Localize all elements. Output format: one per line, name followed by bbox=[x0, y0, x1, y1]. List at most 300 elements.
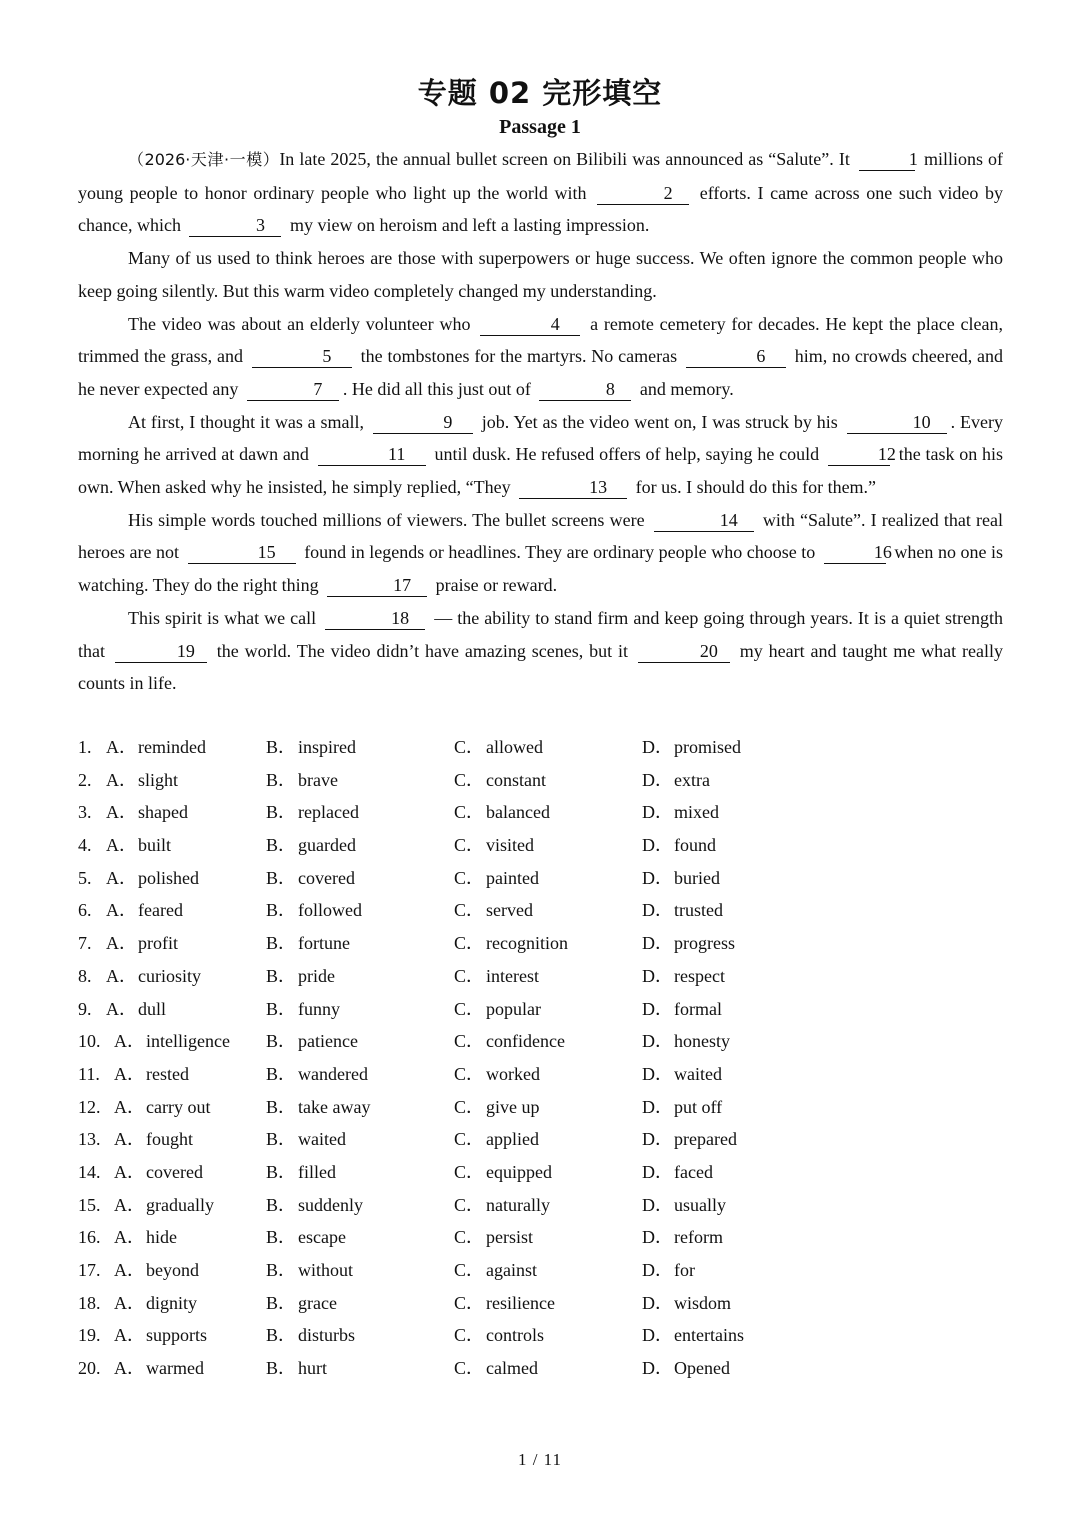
option-text: followed bbox=[298, 900, 362, 921]
option-text: found bbox=[674, 835, 716, 856]
option-a[interactable] bbox=[106, 796, 188, 829]
text: until dusk. He refused offers of help, saying he could bbox=[434, 444, 820, 465]
question-number: 11. bbox=[78, 1063, 100, 1084]
option-letter: A． bbox=[106, 933, 137, 954]
option-letter: A． bbox=[114, 1227, 145, 1248]
option-letter: D． bbox=[642, 1129, 673, 1150]
option-letter: B． bbox=[266, 1358, 297, 1379]
option-letter: D． bbox=[642, 1063, 673, 1084]
option-a[interactable] bbox=[106, 731, 206, 764]
option-b[interactable] bbox=[266, 1156, 336, 1189]
option-letter: C． bbox=[454, 1096, 485, 1117]
option-c[interactable] bbox=[454, 829, 534, 862]
option-text: shaped bbox=[138, 802, 188, 823]
option-letter: B． bbox=[266, 933, 297, 954]
option-row bbox=[78, 1319, 1003, 1352]
blank-12[interactable]: 12 bbox=[828, 444, 890, 466]
option-text: recognition bbox=[486, 933, 568, 954]
option-text: replaced bbox=[298, 802, 359, 823]
option-a[interactable] bbox=[114, 1189, 214, 1222]
option-letter: B． bbox=[266, 965, 297, 986]
option-text: curiosity bbox=[138, 965, 201, 986]
option-letter: B． bbox=[266, 802, 297, 823]
option-a[interactable] bbox=[114, 1352, 204, 1385]
option-a[interactable] bbox=[106, 894, 183, 927]
option-text: hide bbox=[146, 1227, 177, 1248]
option-c[interactable] bbox=[454, 1091, 540, 1124]
option-letter: C． bbox=[454, 1260, 485, 1280]
option-d[interactable] bbox=[642, 764, 710, 797]
option-text: pride bbox=[298, 965, 335, 986]
option-text: against bbox=[486, 1260, 537, 1280]
option-c[interactable] bbox=[454, 1058, 540, 1091]
question-number: 18. bbox=[78, 1292, 101, 1313]
option-letter: C． bbox=[454, 867, 485, 888]
option-c[interactable] bbox=[454, 764, 546, 797]
option-d[interactable] bbox=[642, 1352, 730, 1385]
option-text: honesty bbox=[674, 1031, 730, 1052]
option-d[interactable] bbox=[642, 829, 716, 862]
option-letter: A． bbox=[106, 998, 137, 1019]
option-a[interactable] bbox=[106, 862, 199, 895]
option-text: escape bbox=[298, 1227, 346, 1248]
option-letter: D． bbox=[642, 867, 673, 888]
option-text: slight bbox=[138, 769, 179, 790]
option-letter: A． bbox=[106, 737, 137, 757]
option-d[interactable] bbox=[642, 927, 735, 960]
option-letter: D． bbox=[642, 835, 673, 856]
option-text: extra bbox=[674, 769, 710, 790]
option-text: confidence bbox=[486, 1031, 565, 1052]
paragraph-1 bbox=[78, 143, 1003, 242]
option-letter: D． bbox=[642, 1358, 673, 1379]
option-letter: A． bbox=[114, 1358, 145, 1379]
option-c[interactable] bbox=[454, 1189, 550, 1222]
option-text: mixed bbox=[674, 802, 719, 823]
option-b[interactable] bbox=[266, 1058, 368, 1091]
option-letter: C． bbox=[454, 933, 485, 954]
option-text: waited bbox=[298, 1129, 346, 1150]
option-text: patience bbox=[298, 1031, 358, 1052]
option-letter: D． bbox=[642, 900, 673, 921]
option-letter: C． bbox=[454, 1325, 485, 1346]
option-letter: C． bbox=[454, 835, 485, 856]
option-a[interactable] bbox=[106, 960, 201, 993]
question-number: 4. bbox=[78, 835, 92, 856]
option-d[interactable] bbox=[642, 1123, 737, 1156]
option-d[interactable] bbox=[642, 1254, 695, 1287]
option-letter: A． bbox=[114, 1194, 145, 1215]
option-letter: C． bbox=[454, 737, 485, 757]
text: him, no crowds cheered, and he never expected any bbox=[78, 346, 1004, 399]
option-text: waited bbox=[674, 1063, 722, 1084]
blank-20[interactable]: 20 bbox=[638, 641, 730, 663]
option-text: balanced bbox=[486, 802, 550, 823]
option-a[interactable] bbox=[106, 993, 166, 1026]
option-letter: B． bbox=[266, 867, 297, 888]
question-number: 9. bbox=[78, 998, 92, 1019]
question-number: 15. bbox=[78, 1194, 101, 1215]
text: the tombstones for the martyrs. No cameras bbox=[360, 346, 678, 367]
option-letter: C． bbox=[454, 1129, 485, 1150]
passage-body bbox=[78, 143, 1003, 700]
text: job. Yet as the video went on, I was struck by his bbox=[481, 411, 838, 432]
text: millions of young people to honor ordinary people who light up the world with bbox=[78, 149, 1004, 203]
question-number: 2. bbox=[78, 769, 92, 790]
option-letter: C． bbox=[454, 769, 485, 790]
page-title: 专题 02 完形填空 bbox=[417, 76, 663, 110]
blank-11[interactable]: 11 bbox=[318, 444, 426, 466]
blank-16[interactable]: 16 bbox=[824, 542, 886, 564]
option-c[interactable] bbox=[454, 894, 533, 927]
option-letter: A． bbox=[114, 1161, 145, 1182]
option-a[interactable] bbox=[114, 1123, 193, 1156]
blank-7[interactable]: 7 bbox=[247, 379, 339, 401]
option-text: trusted bbox=[674, 900, 723, 921]
question-number: 17. bbox=[78, 1260, 101, 1280]
option-b[interactable] bbox=[266, 1025, 358, 1058]
option-row bbox=[78, 1254, 1003, 1287]
option-text: wandered bbox=[298, 1063, 368, 1084]
option-a[interactable] bbox=[106, 764, 178, 797]
option-c[interactable] bbox=[454, 1319, 544, 1352]
blank-3[interactable]: 3 bbox=[189, 215, 281, 237]
option-text: popular bbox=[486, 998, 541, 1019]
option-letter: D． bbox=[642, 1260, 673, 1280]
option-d[interactable] bbox=[642, 894, 723, 927]
option-text: rested bbox=[146, 1063, 189, 1084]
option-a[interactable] bbox=[114, 1058, 189, 1091]
option-text: controls bbox=[486, 1325, 544, 1346]
text: The video was about an elderly volunteer who bbox=[128, 313, 471, 334]
option-row bbox=[78, 1025, 1003, 1058]
option-row bbox=[78, 1123, 1003, 1156]
option-text: give up bbox=[486, 1096, 540, 1117]
text: efforts. I came across one such video by chance, which bbox=[78, 182, 1004, 236]
option-letter: B． bbox=[266, 1063, 297, 1084]
option-row bbox=[78, 1156, 1003, 1189]
option-letter: B． bbox=[266, 737, 297, 757]
option-text: guarded bbox=[298, 835, 356, 856]
option-text: disturbs bbox=[298, 1325, 356, 1346]
option-letter: D． bbox=[642, 1292, 673, 1313]
option-row bbox=[78, 960, 1003, 993]
option-letter: B． bbox=[266, 1325, 297, 1346]
text: the task on his own. When asked why he insisted, he simply replied, “They bbox=[78, 444, 1004, 498]
option-d[interactable] bbox=[642, 1221, 723, 1254]
option-text: for bbox=[674, 1260, 695, 1280]
option-text: entertains bbox=[674, 1325, 744, 1346]
question-number: 10. bbox=[78, 1031, 101, 1052]
option-letter: C． bbox=[454, 900, 485, 921]
paragraph-6 bbox=[78, 602, 1003, 700]
option-text: inspired bbox=[298, 737, 356, 757]
blank-15[interactable]: 15 bbox=[188, 542, 296, 564]
option-c[interactable] bbox=[454, 1254, 537, 1287]
option-letter: D． bbox=[642, 737, 673, 757]
option-c[interactable] bbox=[454, 1287, 555, 1320]
text: my heart and taught me what really counts in life. bbox=[78, 640, 1004, 694]
option-c[interactable] bbox=[454, 1352, 538, 1385]
option-text: intelligence bbox=[146, 1031, 230, 1052]
option-d[interactable] bbox=[642, 796, 719, 829]
option-c[interactable] bbox=[454, 927, 568, 960]
option-b[interactable] bbox=[266, 1091, 370, 1124]
option-letter: A． bbox=[106, 802, 137, 823]
text: His simple words touched millions of viewers. The bullet screens were bbox=[128, 509, 645, 530]
blank-1[interactable]: 1 bbox=[859, 149, 915, 171]
text: and memory. bbox=[639, 378, 734, 399]
option-row bbox=[78, 927, 1003, 960]
question-number: 12. bbox=[78, 1096, 101, 1117]
option-a[interactable] bbox=[114, 1221, 177, 1254]
blank-9[interactable]: 9 bbox=[373, 412, 473, 434]
paragraph-2: Many of us used to think heroes are those with superpowers or huge success. We often ignore the common people who keep going silently. But this warm video completely changed my understanding. bbox=[78, 248, 1003, 301]
passage-subtitle: Passage 1 bbox=[499, 116, 581, 138]
option-letter: C． bbox=[454, 1358, 485, 1379]
option-letter: B． bbox=[266, 900, 297, 921]
option-b[interactable] bbox=[266, 1352, 327, 1385]
option-letter: C． bbox=[454, 965, 485, 986]
option-c[interactable] bbox=[454, 1156, 552, 1189]
option-d[interactable] bbox=[642, 1091, 722, 1124]
option-letter: A． bbox=[106, 867, 137, 888]
blank-18[interactable]: 18 bbox=[325, 608, 425, 630]
option-letter: A． bbox=[106, 900, 137, 921]
option-letter: B． bbox=[266, 769, 297, 790]
option-letter: D． bbox=[642, 965, 673, 986]
option-letter: D． bbox=[642, 998, 673, 1019]
option-b[interactable] bbox=[266, 796, 359, 829]
option-a[interactable] bbox=[114, 1319, 207, 1352]
text: In late 2025, the annual bullet screen on Bilibili was announced as “Salute”. It bbox=[279, 149, 850, 169]
text: my view on heroism and left a lasting impression. bbox=[289, 215, 650, 236]
blank-10[interactable]: 10 bbox=[847, 412, 947, 434]
option-text: put off bbox=[674, 1096, 723, 1117]
option-b[interactable] bbox=[266, 731, 356, 764]
option-b[interactable] bbox=[266, 1319, 355, 1352]
text: praise or reward. bbox=[435, 575, 558, 596]
option-letter: B． bbox=[266, 1227, 297, 1248]
option-text: respect bbox=[674, 965, 725, 986]
question-number: 19. bbox=[78, 1325, 101, 1346]
option-d[interactable] bbox=[642, 1025, 730, 1058]
option-b[interactable] bbox=[266, 960, 335, 993]
option-letter: A． bbox=[114, 1031, 145, 1052]
text: with “Salute”. I realized that real heroes are not bbox=[78, 509, 1004, 563]
text: This spirit is what we call bbox=[128, 607, 317, 628]
option-text: beyond bbox=[146, 1260, 199, 1280]
question-number: 20. bbox=[78, 1358, 101, 1379]
blank-6[interactable]: 6 bbox=[686, 346, 786, 368]
option-row bbox=[78, 731, 1003, 764]
option-letter: A． bbox=[114, 1325, 145, 1346]
option-c[interactable] bbox=[454, 993, 541, 1026]
option-text: persist bbox=[486, 1227, 533, 1248]
option-letter: A． bbox=[106, 965, 137, 986]
option-letter: B． bbox=[266, 1260, 297, 1280]
option-text: Opened bbox=[674, 1358, 730, 1379]
option-letter: C． bbox=[454, 1063, 485, 1084]
option-row bbox=[78, 1352, 1003, 1385]
option-text: warmed bbox=[146, 1358, 204, 1379]
option-text: interest bbox=[486, 965, 539, 986]
option-a[interactable] bbox=[114, 1287, 197, 1320]
option-b[interactable] bbox=[266, 993, 340, 1026]
paragraph-3 bbox=[78, 308, 1003, 406]
option-b[interactable] bbox=[266, 1287, 337, 1320]
option-text: faced bbox=[674, 1161, 713, 1182]
option-b[interactable] bbox=[266, 1221, 346, 1254]
option-text: grace bbox=[298, 1292, 337, 1313]
paragraph-5 bbox=[78, 504, 1003, 602]
option-a[interactable] bbox=[114, 1091, 210, 1124]
text: the world. The video didn’t have amazing scenes, but it bbox=[216, 640, 628, 661]
option-c[interactable] bbox=[454, 862, 539, 895]
text: a remote cemetery for decades. He kept the place clean, trimmed the grass, and bbox=[78, 313, 1003, 367]
paragraph-4 bbox=[78, 406, 1003, 504]
option-d[interactable] bbox=[642, 1058, 722, 1091]
option-letter: A． bbox=[106, 835, 137, 856]
option-row bbox=[78, 796, 1003, 829]
option-d[interactable] bbox=[642, 993, 722, 1026]
option-a[interactable] bbox=[106, 829, 171, 862]
option-letter: B． bbox=[266, 1096, 297, 1117]
option-text: polished bbox=[138, 867, 199, 888]
option-row bbox=[78, 1221, 1003, 1254]
option-letter: A． bbox=[114, 1096, 145, 1117]
option-text: promised bbox=[674, 737, 741, 757]
question-number: 16. bbox=[78, 1227, 101, 1248]
text: . He did all this just out of bbox=[342, 378, 531, 399]
option-text: reminded bbox=[138, 737, 206, 757]
option-text: buried bbox=[674, 867, 720, 888]
option-text: reform bbox=[674, 1227, 723, 1248]
option-b[interactable] bbox=[266, 927, 350, 960]
option-b[interactable] bbox=[266, 1254, 353, 1287]
option-letter: B． bbox=[266, 1031, 297, 1052]
option-text: profit bbox=[138, 933, 178, 954]
blank-14[interactable]: 14 bbox=[654, 510, 754, 532]
option-c[interactable] bbox=[454, 1221, 533, 1254]
option-letter: D． bbox=[642, 933, 673, 954]
option-row bbox=[78, 829, 1003, 862]
blank-2[interactable]: 2 bbox=[597, 183, 689, 205]
blank-4[interactable]: 4 bbox=[480, 314, 580, 336]
option-letter: C． bbox=[454, 1292, 485, 1313]
option-b[interactable] bbox=[266, 764, 338, 797]
option-text: fought bbox=[146, 1129, 193, 1150]
option-letter: A． bbox=[106, 769, 137, 790]
option-c[interactable] bbox=[454, 960, 539, 993]
option-text: fortune bbox=[298, 933, 350, 954]
option-text: covered bbox=[298, 867, 355, 888]
blank-19[interactable]: 19 bbox=[115, 641, 207, 663]
question-number: 14. bbox=[78, 1161, 101, 1182]
option-letter: A． bbox=[114, 1292, 145, 1313]
option-b[interactable] bbox=[266, 829, 356, 862]
option-text: prepared bbox=[674, 1129, 737, 1150]
option-a[interactable] bbox=[114, 1025, 230, 1058]
option-d[interactable] bbox=[642, 1319, 744, 1352]
page-indicator: 1 / 11 bbox=[517, 1450, 563, 1469]
option-d[interactable] bbox=[642, 960, 725, 993]
option-b[interactable] bbox=[266, 1189, 363, 1222]
blank-8[interactable]: 8 bbox=[539, 379, 631, 401]
blank-13[interactable]: 13 bbox=[519, 477, 627, 499]
option-letter: B． bbox=[266, 1292, 297, 1313]
blank-17[interactable]: 17 bbox=[327, 575, 427, 597]
option-letter: C． bbox=[454, 998, 485, 1019]
question-number: 13. bbox=[78, 1129, 101, 1150]
option-letter: D． bbox=[642, 1325, 673, 1346]
option-row bbox=[78, 1287, 1003, 1320]
option-text: formal bbox=[674, 998, 722, 1019]
option-row bbox=[78, 1058, 1003, 1091]
option-text: equipped bbox=[486, 1161, 552, 1182]
blank-5[interactable]: 5 bbox=[252, 346, 352, 368]
option-text: carry out bbox=[146, 1096, 211, 1117]
option-b[interactable] bbox=[266, 862, 355, 895]
option-letter: A． bbox=[114, 1260, 145, 1280]
text: . Every morning he arrived at dawn and bbox=[78, 411, 1004, 465]
option-letter: D． bbox=[642, 1031, 673, 1052]
question-number: 1. bbox=[78, 737, 92, 757]
option-text: filled bbox=[298, 1161, 336, 1182]
option-text: visited bbox=[486, 835, 534, 856]
option-d[interactable] bbox=[642, 1287, 731, 1320]
option-letter: C． bbox=[454, 1227, 485, 1248]
source-label: （2026·天津·一模） bbox=[128, 150, 280, 169]
option-letter: B． bbox=[266, 835, 297, 856]
option-b[interactable] bbox=[266, 894, 362, 927]
option-a[interactable] bbox=[114, 1254, 199, 1287]
option-letter: B． bbox=[266, 1161, 297, 1182]
option-letter: A． bbox=[114, 1129, 145, 1150]
option-d[interactable] bbox=[642, 1156, 713, 1189]
option-text: wisdom bbox=[674, 1292, 732, 1313]
option-d[interactable] bbox=[642, 1189, 726, 1222]
option-text: without bbox=[298, 1260, 354, 1280]
option-b[interactable] bbox=[266, 1123, 346, 1156]
option-c[interactable] bbox=[454, 731, 543, 764]
option-letter: B． bbox=[266, 998, 297, 1019]
option-c[interactable] bbox=[454, 1123, 539, 1156]
option-text: built bbox=[138, 835, 172, 856]
option-text: gradually bbox=[146, 1194, 214, 1215]
option-letter: D． bbox=[642, 1194, 673, 1215]
text: — the ability to stand firm and keep going through years. It is a quiet strength that bbox=[78, 607, 1004, 661]
option-a[interactable] bbox=[114, 1156, 203, 1189]
option-letter: D． bbox=[642, 769, 673, 790]
option-row bbox=[78, 1189, 1003, 1222]
text: for us. I should do this for them.” bbox=[635, 477, 877, 498]
option-text: constant bbox=[486, 769, 546, 790]
option-row bbox=[78, 894, 1003, 927]
option-text: suddenly bbox=[298, 1194, 363, 1215]
question-number: 8. bbox=[78, 965, 92, 986]
option-d[interactable] bbox=[642, 862, 720, 895]
option-text: served bbox=[486, 900, 533, 921]
option-a[interactable] bbox=[106, 927, 178, 960]
option-c[interactable] bbox=[454, 796, 550, 829]
option-d[interactable] bbox=[642, 731, 741, 764]
option-letter: C． bbox=[454, 1194, 485, 1215]
question-number: 3. bbox=[78, 802, 92, 823]
option-letter: B． bbox=[266, 1194, 297, 1215]
option-c[interactable] bbox=[454, 1025, 565, 1058]
answer-options bbox=[78, 731, 1003, 1385]
